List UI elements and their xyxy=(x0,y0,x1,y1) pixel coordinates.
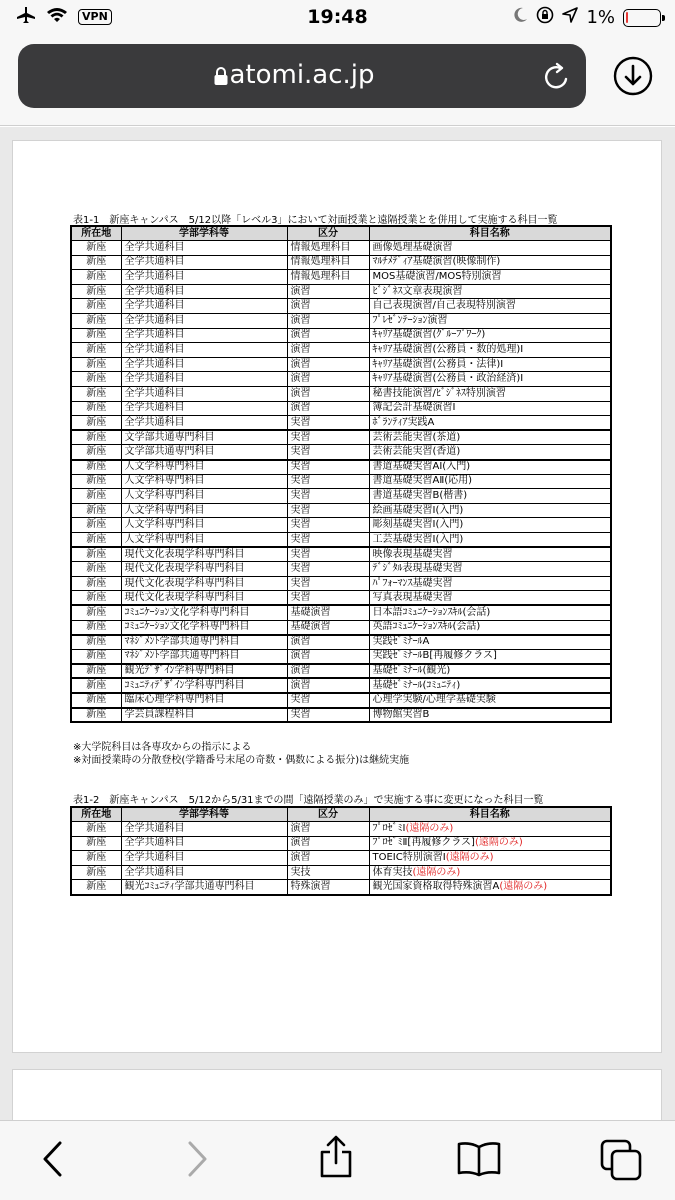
cell-location: 新座 xyxy=(71,328,121,343)
location-icon xyxy=(562,7,578,28)
cell-category: 実習 xyxy=(287,430,369,445)
address-bar[interactable] xyxy=(18,44,586,108)
table-row xyxy=(71,460,611,475)
cell-course-name: ﾃﾞｼﾞﾀﾙ表現基礎実習 xyxy=(369,562,611,577)
table-row xyxy=(71,314,611,329)
cell-location: 新座 xyxy=(71,241,121,256)
cell-category: 実習 xyxy=(287,445,369,460)
cell-course-name: 基礎ｾﾞﾐﾅｰﾙ(観光) xyxy=(369,664,611,679)
cell-course-name: 映像表現基礎実習 xyxy=(369,547,611,562)
cell-department: 人文学科専門科目 xyxy=(121,518,287,533)
cell-category: 演習 xyxy=(287,851,369,866)
cell-department: 学芸員課程科目 xyxy=(121,708,287,723)
cell-course-name xyxy=(369,822,611,837)
cell-location: 新座 xyxy=(71,605,121,620)
cell-department: 全学共通科目 xyxy=(121,851,287,866)
table-row xyxy=(71,865,611,880)
cell-location: 新座 xyxy=(71,387,121,402)
table2-header-row xyxy=(71,807,611,822)
cell-category: 実習 xyxy=(287,591,369,606)
table-row xyxy=(71,416,611,431)
table-row xyxy=(71,822,611,837)
cell-location: 新座 xyxy=(71,372,121,387)
table-row xyxy=(71,562,611,577)
cell-category: 実習 xyxy=(287,562,369,577)
cell-category: 演習 xyxy=(287,343,369,358)
cell-location: 新座 xyxy=(71,865,121,880)
cell-location: 新座 xyxy=(71,489,121,504)
cell-course-name: ﾎﾞﾗﾝﾃｨｱ実践A xyxy=(369,416,611,431)
table1 xyxy=(70,225,612,723)
table-row xyxy=(71,880,611,895)
column-header: 学部学科等 xyxy=(121,226,287,241)
cell-department: 観光ﾃﾞｻﾞｲﾝ学科専門科目 xyxy=(121,664,287,679)
cell-department: ｺﾐｭﾆｹｰｼｮﾝ文化学科専門科目 xyxy=(121,620,287,635)
pdf-page xyxy=(12,140,662,1053)
cell-location: 新座 xyxy=(71,635,121,650)
table-row xyxy=(71,591,611,606)
note-line: ※対面授業時の分散登校(学籍番号末尾の奇数・偶数による振分)は継続実施 xyxy=(73,755,410,766)
cell-course-name: 博物館実習B xyxy=(369,708,611,723)
cell-department: 全学共通科目 xyxy=(121,328,287,343)
cell-category: 演習 xyxy=(287,328,369,343)
cell-course-name: 日本語ｺﾐｭﾆｹｰｼｮﾝｽｷﾙ(会話) xyxy=(369,605,611,620)
url-text[interactable]: atomi.ac.jp xyxy=(229,60,375,90)
note-line: ※大学院科目は各専攻からの指示による xyxy=(73,742,252,753)
cell-category: 実習 xyxy=(287,474,369,489)
cell-location: 新座 xyxy=(71,401,121,416)
cell-course-name: 画像処理基礎演習 xyxy=(369,241,611,256)
table-row xyxy=(71,445,611,460)
cell-department: 現代文化表現学科専門科目 xyxy=(121,547,287,562)
cell-location: 新座 xyxy=(71,284,121,299)
cell-course-name: ﾏﾙﾁﾒﾃﾞｨｱ基礎演習(映像制作) xyxy=(369,255,611,270)
cell-department: 全学共通科目 xyxy=(121,401,287,416)
cell-course-name: MOS基礎演習/MOS特別演習 xyxy=(369,270,611,285)
remote-only-flag: (遠隔のみ) xyxy=(445,852,494,864)
cell-location: 新座 xyxy=(71,474,121,489)
cell-course-name: 心理学実験/心理学基礎実験 xyxy=(369,693,611,708)
table-row xyxy=(71,255,611,270)
column-header: 区分 xyxy=(287,807,369,822)
cell-course-name: 自己表現演習/自己表現特別演習 xyxy=(369,299,611,314)
cell-category: 実技 xyxy=(287,865,369,880)
cell-department: 全学共通科目 xyxy=(121,255,287,270)
cell-department: 臨床心理学科専門科目 xyxy=(121,693,287,708)
table-row xyxy=(71,605,611,620)
column-header: 所在地 xyxy=(71,226,121,241)
cell-location: 新座 xyxy=(71,880,121,895)
cell-category: 演習 xyxy=(287,401,369,416)
cell-department: ｺﾐｭﾆﾃｨﾃﾞｻﾞｲﾝ学科専門科目 xyxy=(121,678,287,693)
cell-category: 演習 xyxy=(287,357,369,372)
cell-category: 基礎演習 xyxy=(287,605,369,620)
table-row xyxy=(71,693,611,708)
cell-category: 実習 xyxy=(287,576,369,591)
cell-department: 人文学科専門科目 xyxy=(121,489,287,504)
remote-only-flag: (遠隔のみ) xyxy=(405,822,454,834)
cell-department: 全学共通科目 xyxy=(121,270,287,285)
cell-course-name: 芸術芸能実習(香道) xyxy=(369,445,611,460)
remote-only-flag: (遠隔のみ) xyxy=(412,866,461,878)
cell-location: 新座 xyxy=(71,547,121,562)
cell-category: 演習 xyxy=(287,372,369,387)
table-row xyxy=(71,532,611,547)
table-row xyxy=(71,518,611,533)
cell-course-name: 書道基礎実習B(楷書) xyxy=(369,489,611,504)
cell-course-name xyxy=(369,851,611,866)
cell-location: 新座 xyxy=(71,822,121,837)
cell-department: 全学共通科目 xyxy=(121,865,287,880)
cell-department: 文学部共通専門科目 xyxy=(121,445,287,460)
table-row xyxy=(71,343,611,358)
vpn-badge: VPN xyxy=(78,9,112,25)
bookmarks-icon[interactable] xyxy=(456,1141,502,1181)
cell-department: 全学共通科目 xyxy=(121,241,287,256)
table-row xyxy=(71,649,611,664)
table-row xyxy=(71,299,611,314)
cell-course-name: 実践ｾﾞﾐﾅｰﾙA xyxy=(369,635,611,650)
cell-category: 演習 xyxy=(287,314,369,329)
cell-course-name: ｷｬﾘｱ基礎演習(公務員・数的処理)Ⅰ xyxy=(369,343,611,358)
cell-course-name: ｷｬﾘｱ基礎演習(ｸﾞﾙｰﾌﾟﾜｰｸ) xyxy=(369,328,611,343)
cell-course-name: ｷｬﾘｱ基礎演習(公務員・法律)Ⅰ xyxy=(369,357,611,372)
cell-category: 実習 xyxy=(287,532,369,547)
table2 xyxy=(70,806,612,896)
cell-category: 演習 xyxy=(287,649,369,664)
cell-location: 新座 xyxy=(71,445,121,460)
reload-icon[interactable] xyxy=(542,60,572,96)
course-name-text: TOEIC特別演習Ⅰ xyxy=(372,852,446,864)
table-row xyxy=(71,284,611,299)
cell-location: 新座 xyxy=(71,430,121,445)
cell-category: 実習 xyxy=(287,547,369,562)
cell-course-name: 簿記会計基礎演習Ⅰ xyxy=(369,401,611,416)
browser-address-row xyxy=(0,36,675,126)
cell-category: 演習 xyxy=(287,299,369,314)
cell-course-name: 絵画基礎実習Ⅰ(入門) xyxy=(369,503,611,518)
table-row xyxy=(71,851,611,866)
cell-course-name: 実践ｾﾞﾐﾅｰﾙB[再履修クラス] xyxy=(369,649,611,664)
cell-department: 人文学科専門科目 xyxy=(121,460,287,475)
cell-location: 新座 xyxy=(71,591,121,606)
cell-location: 新座 xyxy=(71,416,121,431)
cell-course-name: ﾊﾟﾌｫｰﾏﾝｽ基礎実習 xyxy=(369,576,611,591)
cell-category: 実習 xyxy=(287,489,369,504)
table-row xyxy=(71,430,611,445)
cell-course-name: ﾋﾞｼﾞﾈｽ文章表現演習 xyxy=(369,284,611,299)
cell-location: 新座 xyxy=(71,357,121,372)
cell-department: 現代文化表現学科専門科目 xyxy=(121,576,287,591)
cell-department: 全学共通科目 xyxy=(121,299,287,314)
cell-location: 新座 xyxy=(71,255,121,270)
cell-category: 実習 xyxy=(287,518,369,533)
moon-icon xyxy=(514,7,528,28)
cell-course-name: ﾌﾟﾚｾﾞﾝﾃｰｼｮﾝ演習 xyxy=(369,314,611,329)
table-row xyxy=(71,503,611,518)
table-row xyxy=(71,708,611,723)
table-row xyxy=(71,387,611,402)
cell-location: 新座 xyxy=(71,343,121,358)
table-row xyxy=(71,678,611,693)
back-icon[interactable] xyxy=(40,1139,66,1183)
cell-course-name xyxy=(369,865,611,880)
cell-location: 新座 xyxy=(71,299,121,314)
table-row xyxy=(71,576,611,591)
cell-category: 実習 xyxy=(287,460,369,475)
cell-location: 新座 xyxy=(71,562,121,577)
forward-icon[interactable] xyxy=(184,1139,210,1183)
table-row xyxy=(71,372,611,387)
cell-category: 実習 xyxy=(287,693,369,708)
cell-category: 実習 xyxy=(287,503,369,518)
course-name-text: ﾌﾟﾛｾﾞﾐⅠ xyxy=(372,822,406,834)
cell-course-name: 彫刻基礎実習Ⅰ(入門) xyxy=(369,518,611,533)
cell-course-name: 英語ｺﾐｭﾆｹｰｼｮﾝｽｷﾙ(会話) xyxy=(369,620,611,635)
cell-department: 観光ｺﾐｭﾆﾃｨ学部共通専門科目 xyxy=(121,880,287,895)
table-row xyxy=(71,474,611,489)
cell-location: 新座 xyxy=(71,851,121,866)
cell-location: 新座 xyxy=(71,518,121,533)
table-row xyxy=(71,635,611,650)
course-name-text: 体育実技 xyxy=(372,866,413,878)
cell-course-name xyxy=(369,880,611,895)
table-row xyxy=(71,241,611,256)
column-header: 科目名称 xyxy=(369,226,611,241)
pdf-viewer[interactable] xyxy=(0,127,675,1120)
cell-course-name: 秘書技能演習/ﾋﾞｼﾞﾈｽ特別演習 xyxy=(369,387,611,402)
cell-category: 演習 xyxy=(287,822,369,837)
cell-location: 新座 xyxy=(71,460,121,475)
cell-category: 演習 xyxy=(287,678,369,693)
cell-location: 新座 xyxy=(71,836,121,851)
cell-location: 新座 xyxy=(71,532,121,547)
cell-department: ﾏﾈｼﾞﾒﾝﾄ学部共通専門科目 xyxy=(121,649,287,664)
cell-department: 人文学科専門科目 xyxy=(121,532,287,547)
cell-category: 演習 xyxy=(287,387,369,402)
cell-location: 新座 xyxy=(71,620,121,635)
cell-category: 演習 xyxy=(287,635,369,650)
cell-department: 人文学科専門科目 xyxy=(121,474,287,489)
cell-course-name: 写真表現基礎実習 xyxy=(369,591,611,606)
table-row xyxy=(71,401,611,416)
table1-caption: 表1-1 新座キャンパス 5/12以降「レベル3」において対面授業と遠隔授業とを併用して実施する科目一覧 xyxy=(73,215,558,226)
column-header: 区分 xyxy=(287,226,369,241)
cell-location: 新座 xyxy=(71,693,121,708)
cell-category: 基礎演習 xyxy=(287,620,369,635)
status-time: 19:48 xyxy=(307,6,368,28)
remote-only-flag: (遠隔のみ) xyxy=(474,837,523,849)
orientation-lock-icon xyxy=(536,6,554,29)
column-header: 科目名称 xyxy=(369,807,611,822)
course-name-text: 観光国家資格取得特殊演習A xyxy=(372,881,500,893)
cell-category: 情報処理科目 xyxy=(287,255,369,270)
download-icon[interactable] xyxy=(613,56,653,100)
cell-department: 現代文化表現学科専門科目 xyxy=(121,562,287,577)
cell-department: 全学共通科目 xyxy=(121,357,287,372)
cell-course-name: 基礎ｾﾞﾐﾅｰﾙ(ｺﾐｭﾆﾃｨ) xyxy=(369,678,611,693)
cell-course-name: 書道基礎実習AⅡ(応用) xyxy=(369,474,611,489)
table-row xyxy=(71,357,611,372)
cell-location: 新座 xyxy=(71,708,121,723)
cell-location: 新座 xyxy=(71,576,121,591)
cell-course-name: 書道基礎実習AⅠ(入門) xyxy=(369,460,611,475)
cell-department: 文学部共通専門科目 xyxy=(121,430,287,445)
battery-percent: 1% xyxy=(586,7,615,28)
cell-category: 演習 xyxy=(287,284,369,299)
share-icon[interactable] xyxy=(318,1135,354,1183)
column-header: 所在地 xyxy=(71,807,121,822)
cell-department: 人文学科専門科目 xyxy=(121,503,287,518)
cell-category: 演習 xyxy=(287,836,369,851)
table-row xyxy=(71,664,611,679)
cell-course-name: ｷｬﾘｱ基礎演習(公務員・政治経済)Ⅰ xyxy=(369,372,611,387)
cell-department: 全学共通科目 xyxy=(121,343,287,358)
cell-department: 全学共通科目 xyxy=(121,836,287,851)
cell-department: 全学共通科目 xyxy=(121,372,287,387)
cell-department: ﾏﾈｼﾞﾒﾝﾄ学部共通専門科目 xyxy=(121,635,287,650)
table-row xyxy=(71,489,611,504)
battery-icon xyxy=(623,9,661,27)
cell-department: 全学共通科目 xyxy=(121,822,287,837)
table-row xyxy=(71,328,611,343)
cell-department: 現代文化表現学科専門科目 xyxy=(121,591,287,606)
cell-course-name: 工芸基礎実習Ⅰ(入門) xyxy=(369,532,611,547)
cell-course-name xyxy=(369,836,611,851)
cell-department: 全学共通科目 xyxy=(121,314,287,329)
table-row xyxy=(71,270,611,285)
cell-category: 特殊演習 xyxy=(287,880,369,895)
cell-location: 新座 xyxy=(71,503,121,518)
cell-department: 全学共通科目 xyxy=(121,416,287,431)
cell-category: 情報処理科目 xyxy=(287,241,369,256)
status-bar xyxy=(0,0,675,36)
table1-header-row xyxy=(71,226,611,241)
cell-location: 新座 xyxy=(71,678,121,693)
cell-category: 実習 xyxy=(287,708,369,723)
pdf-page-next xyxy=(12,1069,662,1120)
cell-location: 新座 xyxy=(71,270,121,285)
tabs-icon[interactable] xyxy=(600,1139,642,1185)
cell-category: 演習 xyxy=(287,664,369,679)
cell-location: 新座 xyxy=(71,314,121,329)
table2-caption: 表1-2 新座キャンパス 5/12から5/31までの間「遠隔授業のみ」で実施する事に変更になった科目一覧 xyxy=(73,795,544,806)
cell-department: 全学共通科目 xyxy=(121,284,287,299)
cell-department: ｺﾐｭﾆｹｰｼｮﾝ文化学科専門科目 xyxy=(121,605,287,620)
remote-only-flag: (遠隔のみ) xyxy=(499,881,548,893)
course-name-text: ﾌﾟﾛｾﾞﾐⅡ[再履修クラス] xyxy=(372,837,475,849)
cell-course-name: 芸術芸能実習(茶道) xyxy=(369,430,611,445)
table-row xyxy=(71,547,611,562)
cell-department: 全学共通科目 xyxy=(121,387,287,402)
cell-category: 情報処理科目 xyxy=(287,270,369,285)
cell-category: 実習 xyxy=(287,416,369,431)
column-header: 学部学科等 xyxy=(121,807,287,822)
browser-toolbar xyxy=(0,1120,675,1200)
table-row xyxy=(71,620,611,635)
cell-location: 新座 xyxy=(71,649,121,664)
table-row xyxy=(71,836,611,851)
cell-location: 新座 xyxy=(71,664,121,679)
